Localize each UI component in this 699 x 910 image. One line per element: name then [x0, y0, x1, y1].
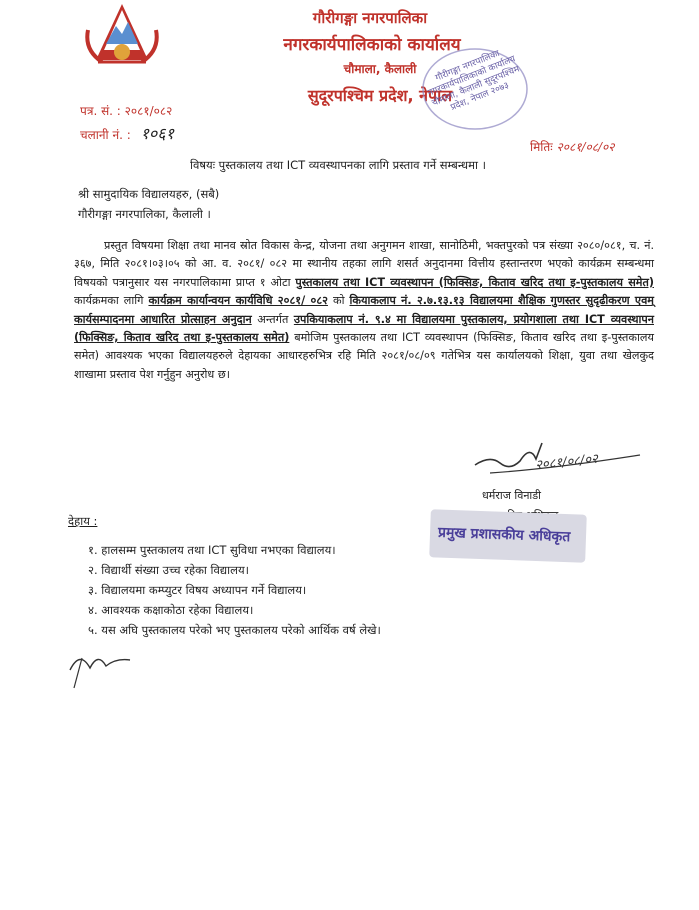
- criteria-heading: देहाय :: [68, 514, 98, 528]
- dispatch-number-label: चलानी नं. :: [80, 128, 131, 142]
- dispatch-number-value: १०६१: [140, 124, 174, 143]
- letter-number: पत्र. सं. : २०८१/०८२: [80, 104, 173, 118]
- province-name: सुदूरपश्चिम प्रदेश, नेपाल: [307, 86, 453, 105]
- addressee-line-2: गौरीगङ्गा नगरपालिका, कैलाली ।: [78, 207, 211, 221]
- subject-line: विषयः पुस्तकालय तथा ICT व्यवस्थापनका लागि प्रस्ताव गर्ने सम्बन्धमा ।: [190, 158, 486, 172]
- signatory-name: धर्मराज विनाडी: [482, 489, 542, 502]
- addressee-line-1: श्री सामुदायिक विद्यालयहरु, (सबै): [78, 187, 220, 201]
- nepal-emblem-icon: [82, 0, 162, 66]
- body-text: अन्तर्गत: [251, 312, 294, 326]
- body-underlined-text: पुस्तकालय तथा ICT व्यवस्थापन (फिक्सिङ, किताव खरिद तथा इ-पुस्तकालय समेत): [295, 275, 654, 289]
- body-underlined-text: कार्यक्रम कार्यान्वयन कार्यविधि २०८१/ ०८२: [148, 294, 328, 308]
- office-name: नगरकार्यपालिकाको कार्यालय: [283, 35, 461, 55]
- office-location: चौमाला, कैलाली: [343, 62, 417, 76]
- list-item: १. हालसम्म पुस्तकालय तथा ICT सुविधा नभएका विद्यालय।: [88, 543, 336, 557]
- list-item: ५. यस अघि पुस्तकालय परेको भए पुस्तकालय परेको आर्थिक वर्ष लेखे।: [88, 623, 381, 637]
- body-text: को: [327, 294, 350, 308]
- body-text: बमोजिम पुस्तकालय तथा ICT व्यवस्थापन (फिक्सिङ, किताव खरिद तथा इ-पुस्तकालय समेत) आवश्यक भएका विद्यालयहरुले देहायका आधारहरुभित्र रहि मिति २०८१/०८/०९ गतेभित्र यस कार्यालयको शिक्षा, युवा तथा खेलकुद शाखामा प्रस्ताव पेश गर्नुहुन अनुरोध छ।: [74, 331, 654, 381]
- date-label: मितिः: [530, 140, 553, 154]
- criteria-list: [88, 540, 381, 640]
- letter-body: [74, 237, 654, 384]
- body-text: प्रस्तुत विषयमा शिक्षा तथा मानव स्रोत विकास केन्द्र, योजना तथा अनुगमन शाखा, सानोठिमी, भक्तपुरको पत्र संख्या २०८०/०८१, च. नं. ३६७, मिति २०८१।०३।०५ को आ. व. २०८१/ ०८२ मा स्थानीय तहका लागि शसर्त अनुदानमा वित्तीय हस्तान्तरण भएको कार्यक्रम सम्बन्धमा विषयको पत्रानुसार यस नगरपालिकामा प्राप्त १ ओटा: [74, 239, 654, 289]
- body-underlined-text: कियाकलाप नं. २.७.१३.१३ विद्यालयमा शैक्षिक गुणस्तर सुदृढीकरण एवम् कार्यसम्पादनमा आधारित प्रोत्साहन अनुदान: [74, 294, 654, 326]
- body-paragraph: [74, 237, 654, 384]
- list-item: ३. विद्यालयमा कम्प्युटर विषय अध्यापन गर्ने विद्यालय।: [88, 583, 307, 597]
- list-item: ४. आवश्यक कक्षाकोठा रहेका विद्यालय।: [88, 603, 254, 617]
- list-item: २. विद्यार्थी संख्या उच्च रहेका विद्यालय।: [88, 563, 249, 577]
- municipality-name: गौरीगङ्गा नगरपालिका: [312, 9, 428, 27]
- dispatch-number: [80, 122, 174, 144]
- office-seal-text: गौरीगङ्गा नगरपालिका नगरकार्यपालिकाको कार्यालय चौमाला, कैलाली सुदूरपश्चिम प्रदेश, नेपाल २०७३: [426, 48, 522, 114]
- signature-date: २०८१/०८/०२: [534, 451, 599, 474]
- designation-stamp-text: प्रमुख प्रशासकीय अधिकृत: [437, 524, 571, 546]
- date-value: २०८१/०८/०२: [556, 140, 615, 154]
- initials-signature-icon: [60, 640, 140, 690]
- body-text: कार्यक्रमका लागि: [74, 294, 149, 308]
- letter-date: [530, 138, 615, 155]
- body-underlined-text: उपकियाकलाप नं. ९.४ मा विद्यालयमा पुस्तकालय, प्रयोगशाला तथा ICT व्यवस्थापन (फिक्सिङ, किताव खरिद तथा इ-पुस्तकालय समेत): [74, 312, 654, 345]
